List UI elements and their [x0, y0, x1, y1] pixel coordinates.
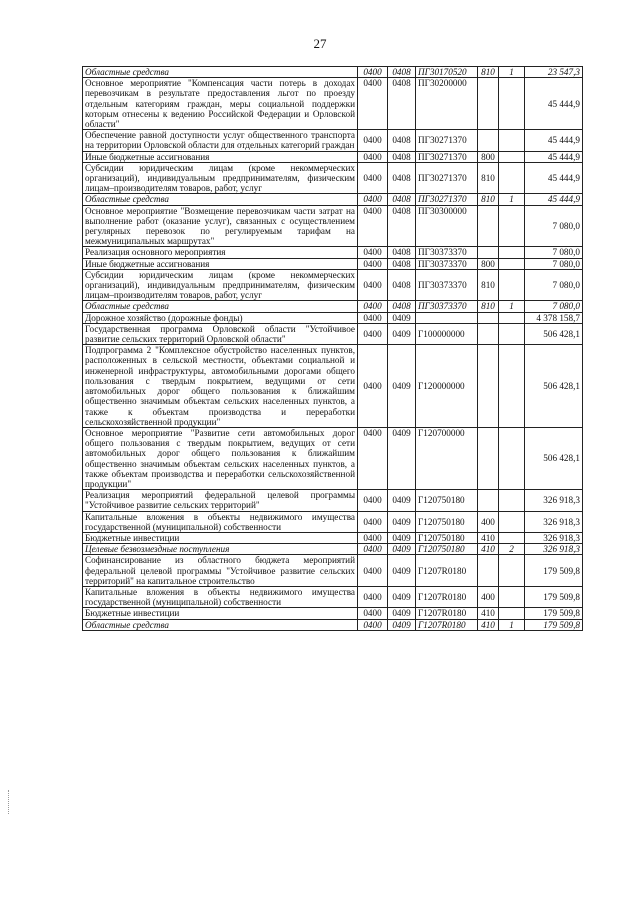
row-funding-source: 1: [499, 67, 525, 78]
row-section-code: 0400: [358, 345, 388, 428]
row-funding-source: [499, 608, 525, 619]
table-row: [83, 151, 583, 162]
row-section-code: 0400: [358, 269, 388, 301]
row-subsection-code: 0409: [388, 511, 416, 532]
table-row: [83, 258, 583, 269]
row-name: Бюджетные инвестиции: [83, 608, 358, 619]
row-expense-type: 810: [478, 194, 499, 205]
row-expense-type: 410: [478, 532, 499, 543]
table-row: [83, 619, 583, 630]
row-target-code: ПГ30170520: [416, 67, 478, 78]
row-amount: 23 547,3: [525, 67, 583, 78]
row-target-code: ПГ30373370: [416, 301, 478, 312]
row-target-code: Г1207R0180: [416, 555, 478, 587]
row-expense-type: [478, 205, 499, 247]
row-name: Основное мероприятие "Возмещение перевозчикам части затрат на выполнение работ (оказание услуг), связанных с осуществлением регулярных перевозок по регулируемым тарифам на межмуниципальных маршрутах": [83, 205, 358, 247]
row-expense-type: [478, 427, 499, 489]
row-section-code: 0400: [358, 205, 388, 247]
row-section-code: 0400: [358, 427, 388, 489]
row-name: Областные средства: [83, 194, 358, 205]
row-subsection-code: 0409: [388, 345, 416, 428]
row-subsection-code: 0409: [388, 608, 416, 619]
row-amount: 179 509,8: [525, 555, 583, 587]
table-row: [83, 608, 583, 619]
row-target-code: Г120750180: [416, 490, 478, 511]
row-section-code: 0400: [358, 586, 388, 607]
row-amount: 179 509,8: [525, 586, 583, 607]
row-expense-type: [478, 555, 499, 587]
row-subsection-code: 0409: [388, 544, 416, 555]
table-row: [83, 586, 583, 607]
row-funding-source: [499, 151, 525, 162]
row-subsection-code: 0409: [388, 312, 416, 323]
row-section-code: 0400: [358, 258, 388, 269]
row-section-code: 0400: [358, 608, 388, 619]
table-row: [83, 130, 583, 151]
row-subsection-code: 0408: [388, 162, 416, 194]
row-name: Подпрограмма 2 "Комплексное обустройство населенных пунктов, расположенных в сельской местности, объектами социальной и инженерной инфраструктуры, автомобильными дорогами общего пользования с твердым покрытием, ведущими от сети автомобильных дорог общего пользования к ближайшим общественно значимым объектам сельских населенных пунктов, а также к объектам производства и переработки сельскохозяйственной продукции": [83, 345, 358, 428]
row-target-code: Г120700000: [416, 427, 478, 489]
table-row: [83, 544, 583, 555]
row-target-code: Г100000000: [416, 323, 478, 344]
row-name: Иные бюджетные ассигнования: [83, 258, 358, 269]
row-section-code: 0400: [358, 130, 388, 151]
row-section-code: 0400: [358, 532, 388, 543]
row-funding-source: [499, 258, 525, 269]
row-name: Субсидии юридическим лицам (кроме некоммерческих организаций), индивидуальным предпринимателям, физическим лицам–производителям товаров, работ, услуг: [83, 162, 358, 194]
row-expense-type: [478, 130, 499, 151]
row-expense-type: 400: [478, 511, 499, 532]
row-name: Государственная программа Орловской области "Устойчивое развитие сельских территорий Орловской области": [83, 323, 358, 344]
row-target-code: ПГ30200000: [416, 78, 478, 130]
row-target-code: ПГ30271370: [416, 151, 478, 162]
row-section-code: 0400: [358, 555, 388, 587]
row-name: Иные бюджетные ассигнования: [83, 151, 358, 162]
row-section-code: 0400: [358, 162, 388, 194]
row-name: Обеспечение равной доступности услуг общественного транспорта на территории Орловской области для отдельных категорий граждан: [83, 130, 358, 151]
row-subsection-code: 0408: [388, 67, 416, 78]
page-number: 27: [313, 36, 327, 51]
row-amount: 179 509,8: [525, 608, 583, 619]
row-target-code: ПГ30271370: [416, 162, 478, 194]
row-funding-source: [499, 323, 525, 344]
row-funding-source: [499, 532, 525, 543]
table-row: [83, 194, 583, 205]
row-subsection-code: 0408: [388, 301, 416, 312]
row-funding-source: [499, 345, 525, 428]
row-amount: 506 428,1: [525, 427, 583, 489]
row-subsection-code: 0408: [388, 151, 416, 162]
row-funding-source: [499, 205, 525, 247]
row-subsection-code: 0408: [388, 130, 416, 151]
row-funding-source: [499, 490, 525, 511]
row-subsection-code: 0409: [388, 586, 416, 607]
row-section-code: 0400: [358, 490, 388, 511]
table-row: [83, 67, 583, 78]
row-amount: 45 444,9: [525, 162, 583, 194]
table-row: [83, 312, 583, 323]
row-subsection-code: 0409: [388, 427, 416, 489]
row-subsection-code: 0409: [388, 555, 416, 587]
row-name: Субсидии юридическим лицам (кроме некоммерческих организаций), индивидуальным предпринимателям, физическим лицам–производителям товаров, работ, услуг: [83, 269, 358, 301]
row-section-code: 0400: [358, 194, 388, 205]
row-section-code: 0400: [358, 619, 388, 630]
row-target-code: Г120750180: [416, 511, 478, 532]
row-expense-type: [478, 312, 499, 323]
table-row: [83, 323, 583, 344]
row-expense-type: 810: [478, 67, 499, 78]
row-target-code: ПГ30373370: [416, 258, 478, 269]
row-amount: 7 080,0: [525, 205, 583, 247]
row-amount: 45 444,9: [525, 78, 583, 130]
row-amount: 7 080,0: [525, 247, 583, 258]
row-subsection-code: 0408: [388, 269, 416, 301]
row-name: Целевые безвозмездные поступления: [83, 544, 358, 555]
row-amount: 326 918,3: [525, 532, 583, 543]
row-target-code: Г1207R0180: [416, 586, 478, 607]
row-target-code: ПГ30271370: [416, 194, 478, 205]
row-expense-type: [478, 323, 499, 344]
row-amount: 4 378 158,7: [525, 312, 583, 323]
row-target-code: ПГ30373370: [416, 247, 478, 258]
row-section-code: 0400: [358, 323, 388, 344]
row-amount: 506 428,1: [525, 323, 583, 344]
row-expense-type: [478, 490, 499, 511]
row-name: Капитальные вложения в объекты недвижимого имущества государственной (муниципальной) собственности: [83, 586, 358, 607]
row-name: Софинансирование из областного бюджета мероприятий федеральной целевой программы "Устойчивое развитие сельских территорий" на капитальное строительство: [83, 555, 358, 587]
row-subsection-code: 0408: [388, 78, 416, 130]
row-subsection-code: 0409: [388, 532, 416, 543]
table-row: [83, 490, 583, 511]
row-funding-source: [499, 312, 525, 323]
row-expense-type: 410: [478, 544, 499, 555]
row-section-code: 0400: [358, 301, 388, 312]
row-target-code: ПГ30271370: [416, 130, 478, 151]
row-funding-source: 1: [499, 301, 525, 312]
row-subsection-code: 0409: [388, 323, 416, 344]
row-target-code: ПГ30373370: [416, 269, 478, 301]
row-amount: 7 080,0: [525, 269, 583, 301]
row-subsection-code: 0408: [388, 205, 416, 247]
table-row: [83, 205, 583, 247]
row-section-code: 0400: [358, 511, 388, 532]
row-amount: 7 080,0: [525, 258, 583, 269]
row-target-code: Г120750180: [416, 544, 478, 555]
table-row: [83, 511, 583, 532]
row-name: Бюджетные инвестиции: [83, 532, 358, 543]
row-expense-type: [478, 345, 499, 428]
row-expense-type: 410: [478, 619, 499, 630]
table-row: [83, 345, 583, 428]
row-name: Основное мероприятие "Развитие сети автомобильных дорог общего пользования с твердым покрытием, ведущих от сети автомобильных дорог общего пользования к ближайшим общественно значимым объектам сельских населенных пунктов, а также объектам производства и переработки сельскохозяйственной продукции": [83, 427, 358, 489]
row-funding-source: [499, 586, 525, 607]
row-funding-source: [499, 555, 525, 587]
row-funding-source: 1: [499, 619, 525, 630]
row-name: Реализация мероприятий федеральной целевой программы "Устойчивое развитие сельских территорий": [83, 490, 358, 511]
table-row: [83, 162, 583, 194]
row-expense-type: 410: [478, 608, 499, 619]
row-expense-type: [478, 78, 499, 130]
row-target-code: Г1207R0180: [416, 619, 478, 630]
row-name: Дорожное хозяйство (дорожные фонды): [83, 312, 358, 323]
row-expense-type: 810: [478, 269, 499, 301]
row-name: Областные средства: [83, 619, 358, 630]
table-row: [83, 301, 583, 312]
row-expense-type: 800: [478, 258, 499, 269]
budget-table-body: [83, 67, 583, 631]
row-name: Областные средства: [83, 301, 358, 312]
row-amount: 326 918,3: [525, 511, 583, 532]
row-name: Областные средства: [83, 67, 358, 78]
row-subsection-code: 0409: [388, 490, 416, 511]
row-target-code: Г120000000: [416, 345, 478, 428]
row-subsection-code: 0408: [388, 194, 416, 205]
row-target-code: Г120750180: [416, 532, 478, 543]
margin-marks: [8, 790, 11, 814]
table-row: [83, 269, 583, 301]
table-row: [83, 78, 583, 130]
table-row: [83, 247, 583, 258]
table-row: [83, 427, 583, 489]
row-funding-source: [499, 162, 525, 194]
row-section-code: 0400: [358, 78, 388, 130]
row-name: Реализация основного мероприятия: [83, 247, 358, 258]
row-section-code: 0400: [358, 67, 388, 78]
row-expense-type: 800: [478, 151, 499, 162]
row-funding-source: [499, 427, 525, 489]
row-funding-source: [499, 78, 525, 130]
row-expense-type: 810: [478, 301, 499, 312]
row-section-code: 0400: [358, 544, 388, 555]
row-expense-type: 400: [478, 586, 499, 607]
row-section-code: 0400: [358, 247, 388, 258]
row-section-code: 0400: [358, 151, 388, 162]
row-name: Основное мероприятие "Компенсация части потерь в доходах перевозчикам в результате предоставления льгот по проезду отдельным категориям граждан, меры социальной поддержки которым отнесены к ведению Российской Федерации и Орловской области": [83, 78, 358, 130]
row-amount: 506 428,1: [525, 345, 583, 428]
row-amount: 45 444,9: [525, 130, 583, 151]
row-expense-type: [478, 247, 499, 258]
row-amount: 45 444,9: [525, 194, 583, 205]
row-subsection-code: 0409: [388, 619, 416, 630]
row-funding-source: 1: [499, 194, 525, 205]
row-funding-source: [499, 130, 525, 151]
budget-table: [82, 66, 583, 631]
row-funding-source: [499, 247, 525, 258]
row-target-code: [416, 312, 478, 323]
row-subsection-code: 0408: [388, 258, 416, 269]
row-amount: 326 918,3: [525, 544, 583, 555]
row-funding-source: [499, 511, 525, 532]
row-target-code: ПГ30300000: [416, 205, 478, 247]
row-funding-source: 2: [499, 544, 525, 555]
row-expense-type: 810: [478, 162, 499, 194]
table-row: [83, 532, 583, 543]
row-funding-source: [499, 269, 525, 301]
row-name: Капитальные вложения в объекты недвижимого имущества государственной (муниципальной) собственности: [83, 511, 358, 532]
table-row: [83, 555, 583, 587]
row-section-code: 0400: [358, 312, 388, 323]
row-amount: 7 080,0: [525, 301, 583, 312]
row-amount: 179 509,8: [525, 619, 583, 630]
row-target-code: Г1207R0180: [416, 608, 478, 619]
row-subsection-code: 0408: [388, 247, 416, 258]
row-amount: 326 918,3: [525, 490, 583, 511]
row-amount: 45 444,9: [525, 151, 583, 162]
